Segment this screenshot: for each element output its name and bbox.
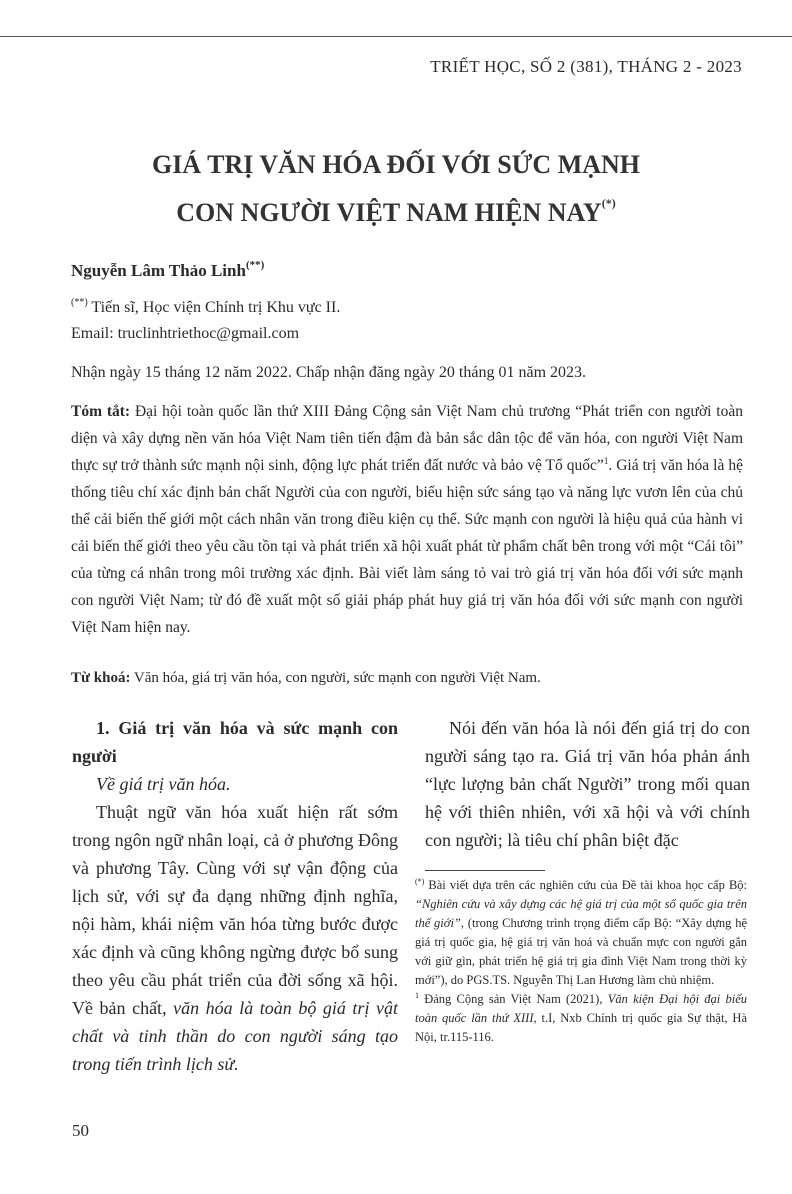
article-title [60,146,732,232]
keywords [71,670,541,687]
footnote-1-mark: (*) [415,877,425,886]
footnote-2-italic: Văn kiện Đại hội đại biểu toàn quốc lần thứ XIII [415,992,748,1025]
affiliation-text: Tiến sĩ, Học viện Chính trị Khu vực II. [87,299,341,316]
body-paragraph-text: Thuật ngữ văn hóa xuất hiện rất sớm trong ngôn ngữ nhân loại, cả ở phương Đông và phương Tây. Cùng với sự vận động của lịch sử, với sự đa dạng những định nghĩa, nội hàm, khái niệm văn hóa từng bước được xác định và cũng không ngừng được bổ sung theo yêu cầu phát triển của đời sống xã hội. Về bản chất, [72,802,398,1018]
title-footnote-mark: (*) [601,196,616,210]
footnote-1-italic: “Nghiên cứu và xây dựng các hệ giá trị của một số quốc gia trên thế giới” [415,897,747,930]
section-heading: 1. Giá trị văn hóa và sức mạnh con người [72,718,398,766]
received-dates: Nhận ngày 15 tháng 12 năm 2022. Chấp nhận đăng ngày 20 tháng 01 năm 2023. [71,364,587,381]
title-line-2 [60,184,732,232]
body-column-right [425,714,750,854]
abstract-text-2: . Giá trị văn hóa là hệ thống tiêu chí xác định bản chất Người của con người, biểu hiện sức sáng tạo và năng lực vươn lên của chủ thể cải biến thế giới một cách nhân văn trong điều kiện cụ thể. Sức mạnh con người là hiệu quả của hành vi cải biến thế giới theo yêu cầu tồn tại và phát triển xã hội xuất phát từ phẩm chất bên trong với một “Cái tôi” của từng cá nhân trong môi trường xác định. Bài viết làm sáng tỏ vai trò giá trị văn hóa đối với sức mạnh con người Việt Nam; từ đó đề xuất một số giải pháp phát huy giá trị văn hóa đối với sức mạnh con người Việt Nam hiện nay. [71,457,743,636]
header-rule [0,36,792,37]
body-paragraph-right: Nói đến văn hóa là nói đến giá trị do con người sáng tạo ra. Giá trị văn hóa phản ánh “lực lượng bản chất Người” trong mối quan hệ với thiên nhiên, với xã hội và với chính con người; là tiêu chí phân biệt đặc [425,718,750,850]
author-name-text: Nguyễn Lâm Thảo Linh [71,261,246,280]
subsection-heading: Về giá trị văn hóa. [96,774,231,794]
body-paragraph [72,798,398,1078]
author-footnote-mark: (**) [245,259,265,271]
abstract-label: Tóm tắt: [71,403,131,420]
footnote-2-rest: , t.I, Nxb Chính trị quốc gia Sự thật, Hà Nội, tr.115-116. [415,1011,747,1044]
abstract-text-1: Đại hội toàn quốc lần thứ XIII Đảng Cộng sản Việt Nam chủ trương “Phát triển con người toàn diện và xây dựng nền văn hóa Việt Nam tiên tiến đậm đà bản sắc dân tộc để văn hóa, con người Việt Nam thực sự trở thành sức mạnh nội sinh, động lực phát triển đất nước và bảo vệ Tổ quốc” [71,403,743,474]
footnote-2 [415,990,747,1047]
footnotes [415,876,747,1047]
abstract-citation-mark: 1 [603,456,609,466]
keywords-text: Văn hóa, giá trị văn hóa, con người, sức mạnh con người Việt Nam. [130,670,541,686]
affiliation-mark: (**) [71,297,88,308]
body-paragraph-italic: văn hóa là toàn bộ giá trị vật chất và tinh thần do con người sáng tạo trong tiến trình lịch sử. [72,998,398,1074]
title-line-1: GIÁ TRỊ VĂN HÓA ĐỐI VỚI SỨC MẠNH [151,150,641,179]
footnote-2-mark: 1 [415,991,419,1000]
title-line-2-text: CON NGƯỜI VIỆT NAM HIỆN NAY [176,198,602,227]
abstract [71,398,743,641]
author-email: Email: truclinhtriethoc@gmail.com [71,325,300,342]
keywords-label: Từ khoá: [71,670,131,686]
footnote-rule [425,870,545,871]
footnote-1-text: Bài viết dựa trên các nghiên cứu của Đề tài khoa học cấp Bộ: [424,878,747,892]
footnote-2-text: Đảng Cộng sản Việt Nam (2021), [419,992,608,1006]
footnote-1 [415,876,747,990]
footnote-1-rest: , (trong Chương trình trọng điểm cấp Bộ: “Xây dựng hệ giá trị quốc gia, hệ giá trị văn hoá và chuẩn mực con người gắn với giữ gìn, phát triển hệ giá trị gia đình Việt Nam trong thời kỳ mới”), do PGS.TS. Nguyễn Thị Lan Hương làm chủ nhiệm. [415,916,747,987]
author-affiliation [71,297,340,317]
author-name [71,259,264,281]
body-column-left [72,714,398,1078]
journal-header: TRIẾT HỌC, SỐ 2 (381), THÁNG 2 - 2023 [430,57,742,76]
page-number: 50 [72,1121,89,1140]
